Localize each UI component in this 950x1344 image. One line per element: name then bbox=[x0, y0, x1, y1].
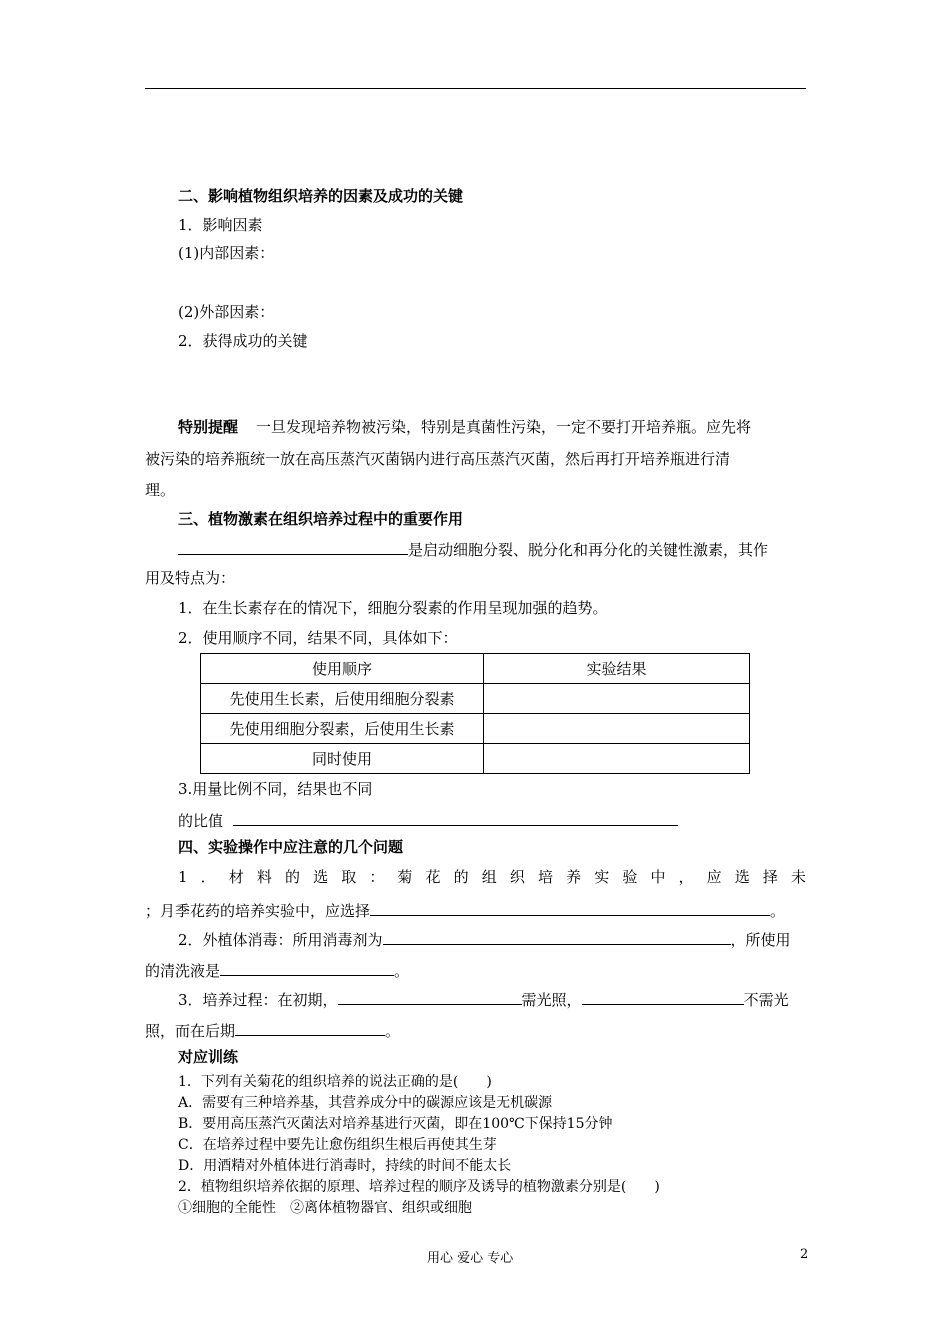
table-row bbox=[201, 684, 750, 714]
section-4-item-3-line-2 bbox=[145, 1019, 400, 1041]
question-2-options: ①细胞的全能性 ②离体植物器官、组织或细胞 bbox=[178, 1200, 472, 1216]
section-4-item-1-line-2 bbox=[145, 899, 785, 921]
tip-line-2: 被污染的培养瓶统一放在高压蒸汽灭菌锅内进行高压蒸汽灭菌，然后再打开培养瓶进行清 bbox=[145, 450, 731, 468]
tip-text-1: 一旦发现培养物被污染，特别是真菌性污染，一定不要打开培养瓶。应先将 bbox=[256, 418, 752, 436]
section-2-item-1a: (1)内部因素： bbox=[178, 244, 275, 262]
period: 。 bbox=[770, 902, 786, 920]
disinfectant-label: 2．外植体消毒：所用消毒剂为 bbox=[178, 931, 383, 949]
section-4-item-2-line-2 bbox=[145, 959, 409, 981]
section-2-item-1: 1．影响因素 bbox=[178, 216, 263, 234]
table-cell-order: 先使用细胞分裂素，后使用生长素 bbox=[201, 714, 484, 744]
header-rule bbox=[145, 88, 806, 89]
tip-line-3: 理。 bbox=[145, 481, 176, 499]
rose-anther-label: ；月季花药的培养实验中，应选择 bbox=[145, 902, 371, 920]
table-header-order: 使用顺序 bbox=[201, 654, 484, 684]
table-cell-order: 先使用生长素，后使用细胞分裂素 bbox=[201, 684, 484, 714]
later-stage-label: 照，而在后期 bbox=[145, 1022, 236, 1040]
period: 。 bbox=[385, 1022, 401, 1040]
tip-label: 特别提醒 bbox=[178, 418, 239, 436]
section-2-item-1b: (2)外部因素： bbox=[178, 303, 275, 321]
question-1-option-d[interactable]: D．用酒精对外植体进行消毒时，持续的时间不能太长 bbox=[178, 1158, 512, 1174]
period: 。 bbox=[394, 962, 410, 980]
section-3-title: 三、植物激素在组织培养过程中的重要作用 bbox=[178, 510, 464, 528]
question-1-option-b[interactable]: B．要用高压蒸汽灭菌法对培养基进行灭菌，即在100℃下保持15分钟 bbox=[178, 1116, 613, 1132]
tip-line-1 bbox=[178, 417, 751, 437]
ratio-blank[interactable] bbox=[233, 809, 678, 826]
section-3-item-2: 2．使用顺序不同，结果不同，具体如下： bbox=[178, 629, 458, 647]
question-1-option-c[interactable]: C．在培养过程中要先让愈伤组织生根后再使其生芽 bbox=[178, 1137, 497, 1153]
table-cell-result[interactable] bbox=[484, 714, 750, 744]
hormone-order-table bbox=[200, 653, 750, 774]
needs-light-label: 需光照， bbox=[521, 991, 582, 1009]
ratio-label: 的比值 bbox=[178, 812, 224, 830]
section-4-title: 四、实验操作中应注意的几个问题 bbox=[178, 838, 404, 856]
wash-liquid-label: 的清洗液是 bbox=[145, 962, 221, 980]
disinfectant-blank[interactable] bbox=[383, 928, 731, 945]
section-4-item-1-line-1: 1．材料的选取：菊花的组织培养实验中，应选择未 bbox=[178, 868, 806, 886]
footer-motto: 用心 爱心 专心 bbox=[427, 1251, 514, 1266]
question-1: 1．下列有关菊花的组织培养的说法正确的是( ) bbox=[178, 1074, 492, 1090]
table-header-row bbox=[201, 654, 750, 684]
section-3-intro bbox=[178, 538, 768, 560]
table-row bbox=[201, 744, 750, 774]
section-4-item-2-line-1 bbox=[178, 928, 791, 950]
section-3-intro-text: 是启动细胞分裂、脱分化和再分化的关键性激素，其作 bbox=[408, 541, 769, 559]
section-3-item-3: 3.用量比例不同，结果也不同 bbox=[178, 780, 373, 798]
early-nolight-blank[interactable] bbox=[582, 988, 744, 1005]
section-2-title: 二、影响植物组织培养的因素及成功的关键 bbox=[178, 187, 464, 205]
table-cell-order: 同时使用 bbox=[201, 744, 484, 774]
table-cell-result[interactable] bbox=[484, 684, 750, 714]
section-2-item-2: 2．获得成功的关键 bbox=[178, 332, 308, 350]
question-1-option-a[interactable]: A．需要有三种培养基，其营养成分中的碳源应该是无机碳源 bbox=[178, 1095, 553, 1111]
later-stage-blank[interactable] bbox=[235, 1019, 385, 1036]
section-4-item-3-line-1 bbox=[178, 988, 789, 1010]
question-2: 2．植物组织培养依据的原理、培养过程的顺序及诱导的植物激素分别是( ) bbox=[178, 1179, 660, 1195]
rose-anther-blank[interactable] bbox=[370, 899, 770, 916]
section-3-item-1: 1．在生长素存在的情况下，细胞分裂素的作用呈现加强的趋势。 bbox=[178, 599, 608, 617]
section-3-item-3b bbox=[178, 809, 678, 831]
practice-title: 对应训练 bbox=[178, 1048, 239, 1066]
page-number: 2 bbox=[800, 1247, 809, 1262]
early-light-blank[interactable] bbox=[338, 988, 522, 1005]
early-stage-label: 3．培养过程：在初期， bbox=[178, 991, 338, 1009]
table-cell-result[interactable] bbox=[484, 744, 750, 774]
hormone-blank[interactable] bbox=[178, 538, 408, 555]
wash-liquid-blank[interactable] bbox=[220, 959, 394, 976]
section-3-intro-line-2: 用及特点为： bbox=[145, 569, 236, 587]
no-light-label: 不需光 bbox=[743, 991, 789, 1009]
table-row bbox=[201, 714, 750, 744]
disinfectant-tail: ，所使用 bbox=[730, 931, 791, 949]
table-header-result: 实验结果 bbox=[484, 654, 750, 684]
